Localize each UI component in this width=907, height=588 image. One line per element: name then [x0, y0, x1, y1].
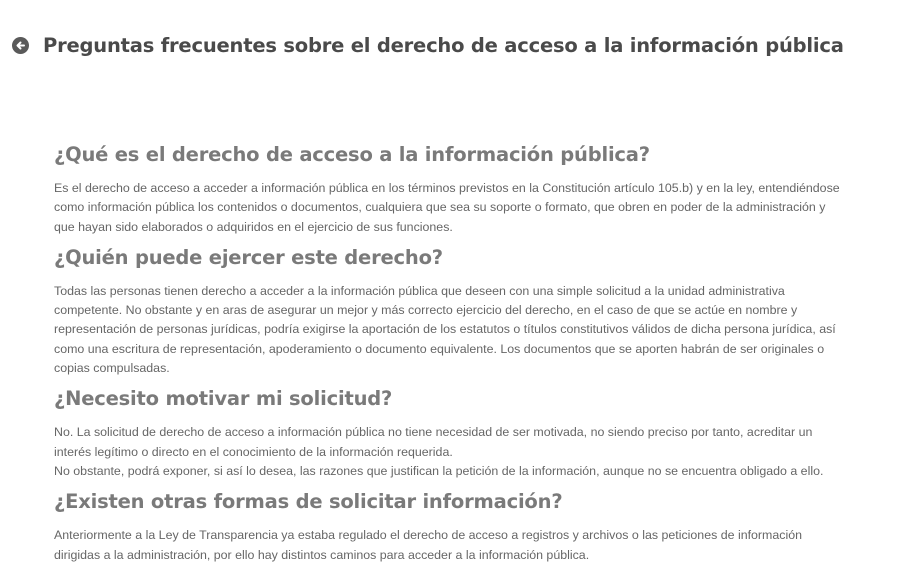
faq-answer: Todas las personas tienen derecho a acceder a la información pública que deseen con una simple solicitud a la unidad administrativa competente. No obstante y en aras de asegurar un mejor y más correcto ejercicio del derecho, en el caso de que se actúe en nombre y representación de personas jurídicas, podría exigirse la aportación de los estatutos o títulos constitutivos válidos de dicha persona jurídica, así como una escritura de representación, apoderamiento o documento equivalente. Los documentos que se aporten habrán de ser originales o copias compulsadas. — [54, 283, 836, 376]
page-title: Preguntas frecuentes sobre el derecho de acceso a la información pública — [43, 34, 844, 57]
faq-question: ¿Qué es el derecho de acceso a la información pública? — [54, 143, 650, 166]
page-header — [12, 34, 844, 57]
faq-question: ¿Existen otras formas de solicitar información? — [54, 490, 563, 514]
faq-item — [54, 142, 844, 237]
faq-item — [54, 386, 844, 481]
faq-item — [54, 245, 844, 378]
faq-item — [54, 489, 844, 565]
faq-answer: Anteriormente a la Ley de Transparencia ya estaba regulado el derecho de acceso a registros y archivos o las peticiones de información dirigidas a la administración, por ello hay distintos caminos para acceder a la información pública. — [54, 528, 802, 562]
faq-question: ¿Necesito motivar mi solicitud? — [54, 387, 393, 411]
faq-question: ¿Quién puede ejercer este derecho? — [54, 245, 443, 269]
faq-content — [54, 142, 844, 565]
faq-answer: No. La solicitud de derecho de acceso a información pública no tiene necesidad de ser motivada, no siendo preciso por tanto, acreditar un interés legítimo o directo en el conocimiento de la información requerida. — [54, 425, 813, 459]
faq-answer: No obstante, podrá exponer, si así lo desea, las razones que justifican la petición de la información, aunque no se encuentra obligado a ello. — [54, 463, 824, 478]
faq-answer: Es el derecho de acceso a acceder a información pública en los términos previstos en la Constitución artículo 105.b) y en la ley, entendiéndose como información pública los contenidos o documentos, cualquiera que sea su soporte o formato, que obren en poder de la administración y que hayan sido elaborados o adquiridos en el ejercicio de sus funciones. — [54, 181, 840, 234]
circle-arrow-left-icon[interactable] — [12, 37, 29, 54]
